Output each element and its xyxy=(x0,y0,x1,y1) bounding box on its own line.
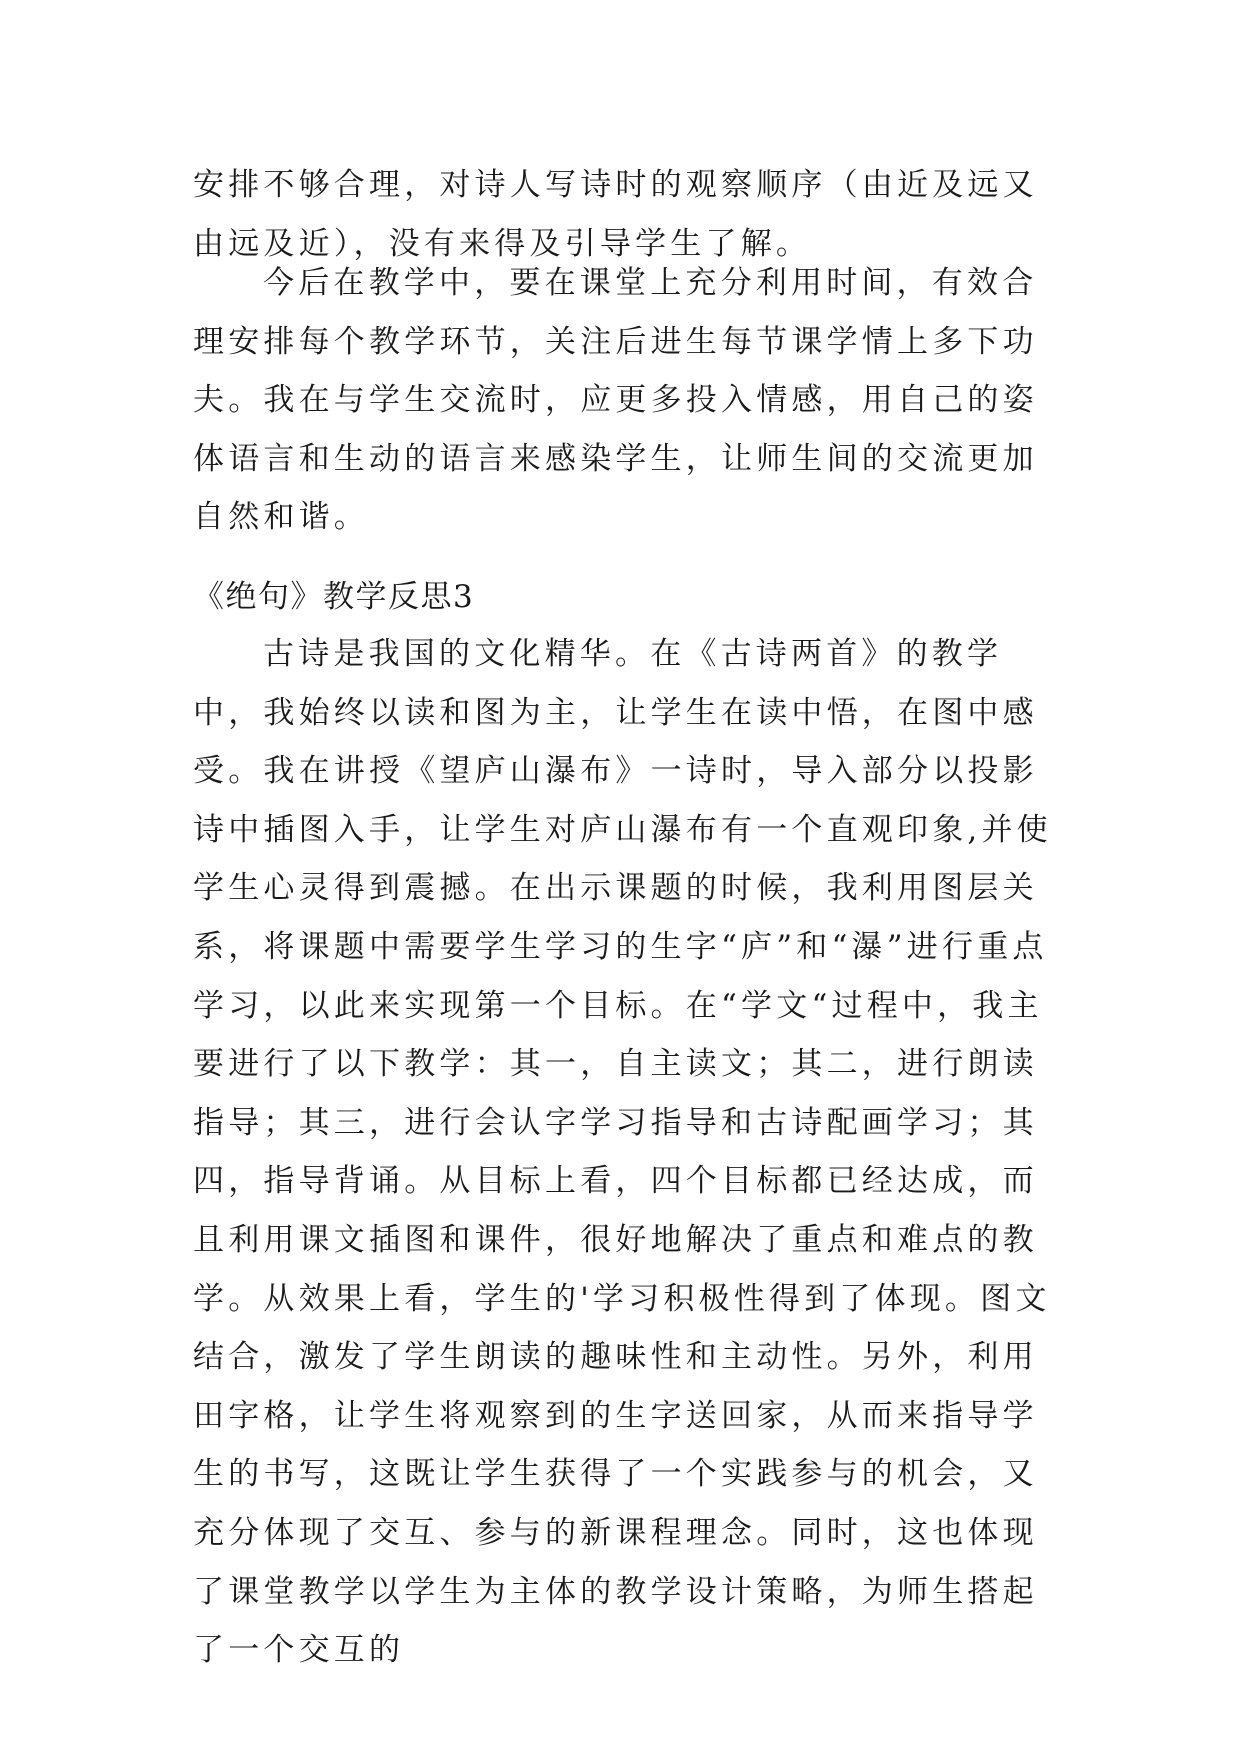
paragraph-text: 古诗是我国的文化精华。在《古诗两首》的教学中，我始终以读和图为主，让学生在读中悟，在图中感受。我在讲授《望庐山瀑布》一诗时，导入部分以投影诗中插图入手，让学生对庐山瀑布有一个直观印象,并使学生心灵得到震撼。在出示课题的时候，我利用图层关系，将课题中需要学生学习的生字“庐”和“瀑”进行重点学习，以此来实现第一个目标。在“学文“过程中，我主要进行了以下教学：其一，自主读文；其二，进行朗读指导；其三，进行会认字学习指导和古诗配画学习；其四，指导背诵。从目标上看，四个目标都已经达成，而且利用课文插图和课件，很好地解决了重点和难点的教学。从效果上看，学生的'学习积极性得到了体现。图文结合，激发了学生朗读的趣味性和主动性。另外，利用田字格，让学生将观察到的生字送回家，从而来指导学生的书写，这既让学生获得了一个实践参与的机会，又充分体现了交互、参与的新课程理念。同时，这也体现了课堂教学以学生为主体的教学设计策略，为师生搭起了一个交互的 xyxy=(193,636,1052,1669)
section-title xyxy=(193,568,1053,627)
paragraph-text: 今后在教学中，要在课堂上充分利用时间，有效合理安排每个教学环节，关注后进生每节课学情上多下功夫。我在与学生交流时，应更多投入情感，用自己的姿体语言和生动的语言来感染学生，让师生间的交流更加自然和谐。 xyxy=(193,265,1038,536)
section-title-text: 《绝句》教学反思3 xyxy=(193,579,475,615)
paragraph-future-teaching xyxy=(193,254,1053,547)
paragraph-reflection-body xyxy=(193,625,1053,1680)
paragraph-text: 安排不够合理，对诗人写诗时的观察顺序（由近及远又由远及近），没有来得及引导学生了解。 xyxy=(193,167,1038,262)
